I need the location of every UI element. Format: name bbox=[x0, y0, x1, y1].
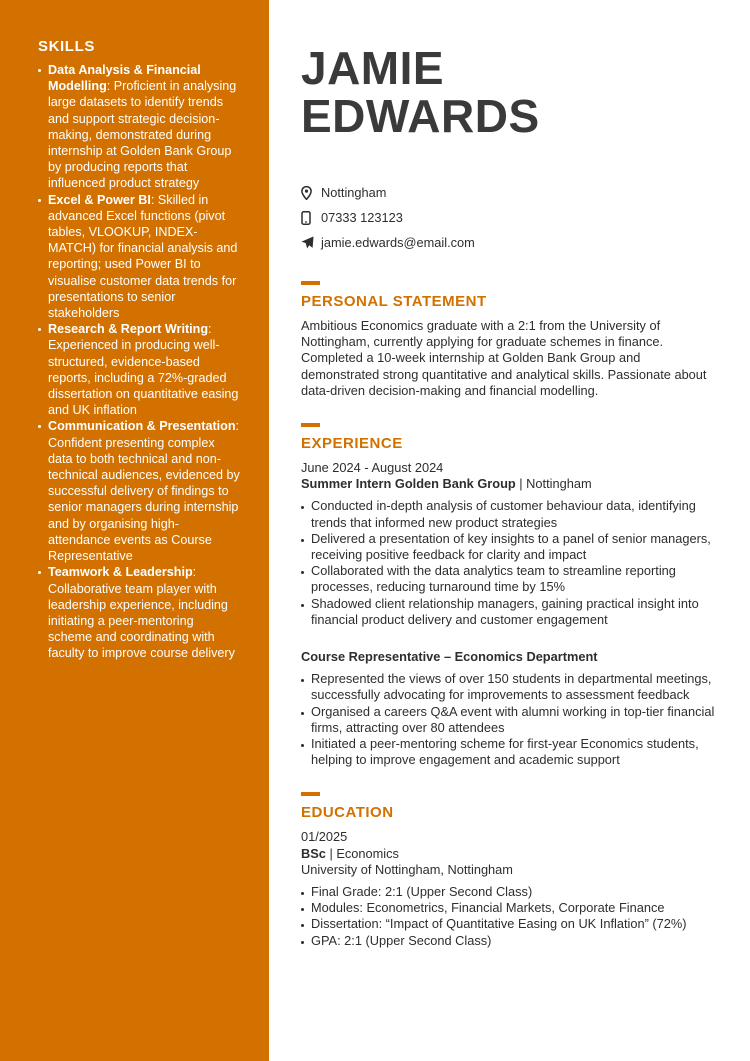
list-item: Conducted in-depth analysis of customer behaviour data, identifying trends that informed new product strategies bbox=[301, 498, 726, 530]
skill-item bbox=[38, 564, 241, 661]
list-item: Dissertation: “Impact of Quantitative Easing on UK Inflation” (72%) bbox=[301, 916, 726, 932]
education-bullets bbox=[301, 884, 721, 949]
email-link[interactable]: jamie.edwards@email.com bbox=[321, 235, 475, 250]
list-item: Delivered a presentation of key insights to a panel of senior managers, receiving positive feedback for clarity and impact bbox=[301, 531, 726, 563]
job1-bullets bbox=[301, 498, 721, 628]
contact-location bbox=[301, 180, 721, 205]
list-item: Final Grade: 2:1 (Upper Second Class) bbox=[301, 884, 726, 900]
contact-phone bbox=[301, 205, 721, 230]
phone-text: 07333 123123 bbox=[321, 210, 403, 225]
skills-heading: SKILLS bbox=[38, 38, 95, 55]
job2-bullets bbox=[301, 671, 721, 768]
skill-item bbox=[38, 321, 241, 418]
first-name: JAMIE bbox=[301, 42, 445, 94]
education-heading: EDUCATION bbox=[301, 804, 394, 822]
job-dates: June 2024 - August 2024 bbox=[301, 460, 444, 476]
list-item: GPA: 2:1 (Upper Second Class) bbox=[301, 933, 726, 949]
skill-separator: : bbox=[192, 565, 197, 580]
job-title: Summer Intern Golden Bank Group bbox=[301, 476, 516, 492]
job-location: Nottingham bbox=[526, 476, 592, 492]
job-title-line bbox=[301, 476, 721, 492]
candidate-name bbox=[301, 44, 721, 140]
skill-text: Experienced in producing well-structured, evidence-based reports, including a 72%-graded dissertation on quantitative easing and UK inflation bbox=[48, 338, 239, 418]
skill-text: Skilled in advanced Excel functions (pivot tables, VLOOKUP, INDEX-MATCH) for financial analysis and reporting; used Power BI to visualise customer data trends for presentations to senior stakeholders bbox=[48, 192, 238, 321]
degree-subject: Economics bbox=[336, 845, 399, 861]
personal-statement-heading: PERSONAL STATEMENT bbox=[301, 293, 487, 310]
location-text: Nottingham bbox=[321, 185, 387, 200]
skills-sidebar bbox=[0, 0, 269, 1061]
degree-separator: | bbox=[325, 845, 337, 861]
paper-plane-icon bbox=[301, 236, 321, 249]
skill-title: Excel & Power BI bbox=[48, 192, 151, 207]
list-item: Collaborated with the data analytics team to streamline reporting processes, reducing turnaround time by 15% bbox=[301, 563, 726, 595]
list-item: Organised a careers Q&A event with alumni working in top-tier financial firms, attracting over 80 attendees bbox=[301, 704, 726, 736]
personal-statement-text: Ambitious Economics graduate with a 2:1 from the University of Nottingham, currently applying for graduate schemes in finance. Completed a 10-week internship at Golden Bank Group and demonstrated strong quantitative and analytical skills. Passionate about data-driven decision-making and financial modelling. bbox=[301, 318, 707, 398]
education-degree-line bbox=[301, 846, 721, 862]
last-name: EDWARDS bbox=[301, 90, 540, 142]
institution: University of Nottingham, Nottingham bbox=[301, 861, 513, 877]
mobile-phone-icon bbox=[301, 211, 321, 225]
degree: BSc bbox=[301, 845, 326, 861]
main-content bbox=[301, 0, 721, 949]
skill-item bbox=[38, 62, 241, 192]
skill-title: Communication & Presentation bbox=[48, 419, 236, 434]
section-accent-bar bbox=[301, 281, 320, 285]
list-item: Initiated a peer-mentoring scheme for first-year Economics students, helping to improve engagement and academic support bbox=[301, 736, 726, 768]
skill-separator: : bbox=[208, 322, 212, 337]
education-section bbox=[301, 792, 721, 948]
skill-title: Data Analysis & Financial Modelling bbox=[48, 63, 201, 94]
education-date: 01/2025 bbox=[301, 829, 348, 845]
experience-heading: EXPERIENCE bbox=[301, 435, 403, 453]
skill-text: Proficient in analysing large datasets to identify trends and support strategic decision-making, demonstrated during internship at Golden Bank Group by producing reports that influenced product strategy bbox=[48, 79, 237, 191]
skill-title: Research & Report Writing bbox=[48, 322, 209, 337]
job-separator: | bbox=[515, 476, 527, 492]
list-item: Represented the views of over 150 students in departmental meetings, successfully advocating for improvements to assessment feedback bbox=[301, 671, 726, 703]
skill-text: Confident presenting complex data to both technical and non-technical audiences, evidenced by successful delivery of findings to senior managers during internship and by organising high-attendance events as Course Representative bbox=[48, 435, 240, 564]
location-pin-icon bbox=[301, 186, 321, 200]
skill-title: Teamwork & Leadership bbox=[48, 565, 193, 580]
skill-separator: : bbox=[106, 79, 114, 94]
skills-list bbox=[38, 62, 241, 662]
skill-separator: : bbox=[235, 419, 240, 434]
contact-details bbox=[301, 180, 721, 255]
skill-separator: : bbox=[150, 192, 158, 207]
contact-email[interactable] bbox=[301, 230, 721, 255]
section-accent-bar bbox=[301, 792, 320, 796]
skill-text: Collaborative team player with leadership experience, including initiating a peer-mentoring scheme and coordinating with faculty to improve course delivery bbox=[48, 581, 235, 661]
personal-statement-section bbox=[301, 281, 721, 399]
experience-section bbox=[301, 423, 721, 768]
list-item: Shadowed client relationship managers, gaining practical insight into financial product delivery and customer engagement bbox=[301, 596, 726, 628]
list-item: Modules: Econometrics, Financial Markets, Corporate Finance bbox=[301, 900, 726, 916]
skill-item bbox=[38, 418, 241, 564]
section-accent-bar bbox=[301, 423, 320, 427]
skill-item bbox=[38, 192, 241, 322]
job2-title: Course Representative – Economics Department bbox=[301, 649, 598, 665]
